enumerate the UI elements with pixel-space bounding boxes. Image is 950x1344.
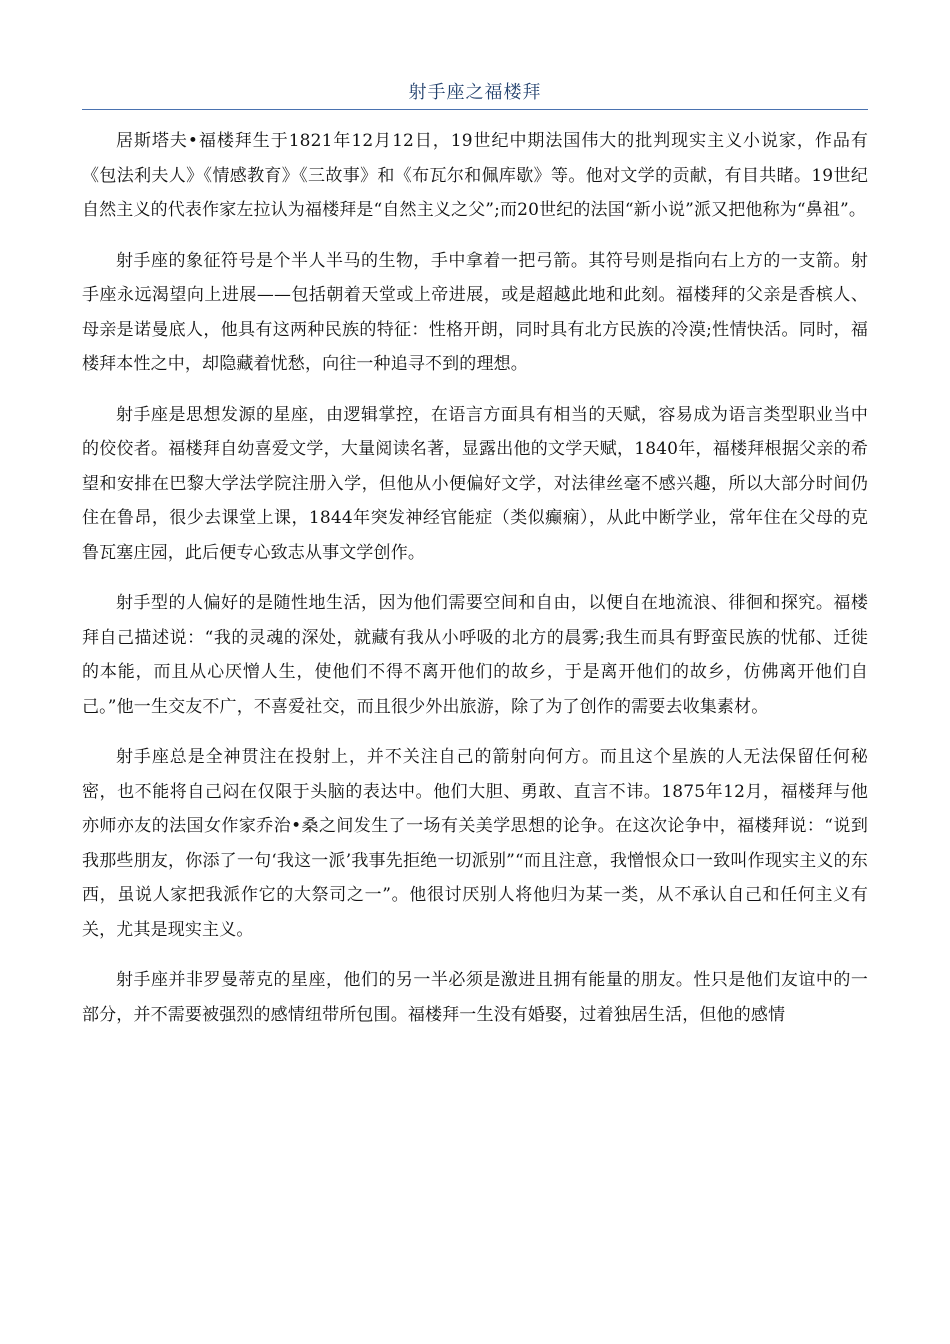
paragraph-6: 射手座并非罗曼蒂克的星座，他们的另一半必须是激进且拥有能量的朋友。性只是他们友谊中的一部分，并不需要被强烈的感情纽带所包围。福楼拜一生没有婚娶，过着独居生活，但他的感情 [82, 970, 868, 1025]
page-title: 射手座之福楼拜 [408, 82, 542, 103]
paragraph-5: 射手座总是全神贯注在投射上，并不关注自己的箭射向何方。而且这个星族的人无法保留任何秘密，也不能将自己闷在仅限于头脑的表达中。他们大胆、勇敢、直言不讳。1875年12月，福楼拜与他亦师亦友的法国女作家乔治•桑之间发生了一场有关美学思想的论争。在这次论争中，福楼拜说：“说到我那些朋友，你添了一句‘我这一派’我事先拒绝一切派别”“而且注意，我憎恨众口一致叫作现实主义的东西，虽说人家把我派作它的大祭司之一”。他很讨厌别人将他归为某一类，从不承认自己和任何主义有关，尤其是现实主义。 [82, 747, 868, 940]
title-divider [82, 109, 868, 110]
article-body [82, 124, 868, 1048]
paragraph-2: 射手座的象征符号是个半人半马的生物，手中拿着一把弓箭。其符号则是指向右上方的一支箭。射手座永远渴望向上进展——包括朝着天堂或上帝进展，或是超越此地和此刻。福楼拜的父亲是香槟人、母亲是诺曼底人，他具有这两种民族的特征：性格开朗，同时具有北方民族的冷漠;性情快活。同时，福楼拜本性之中，却隐藏着忧愁，向往一种追寻不到的理想。 [82, 250, 868, 374]
paragraph-1: 居斯塔夫•福楼拜生于1821年12月12日，19世纪中期法国伟大的批判现实主义小说家，作品有《包法利夫人》《情感教育》《三故事》和《布瓦尔和佩库歇》等。他对文学的贡献，有目共睹。19世纪自然主义的代表作家左拉认为福楼拜是“自然主义之父”;而20世纪的法国“新小说”派又把他称为“鼻祖”。 [82, 131, 868, 220]
paragraph-3: 射手座是思想发源的星座，由逻辑掌控，在语言方面具有相当的天赋，容易成为语言类型职业当中的佼佼者。福楼拜自幼喜爱文学，大量阅读名著，显露出他的文学天赋，1840年，福楼拜根据父亲的希望和安排在巴黎大学法学院注册入学，但他从小便偏好文学，对法律丝毫不感兴趣，所以大部分时间仍住在鲁昂，很少去课堂上课，1844年突发神经官能症（类似癫痫），从此中断学业，常年住在父母的克鲁瓦塞庄园，此后便专心致志从事文学创作。 [82, 404, 868, 563]
paragraph-4: 射手型的人偏好的是随性地生活，因为他们需要空间和自由，以便自在地流浪、徘徊和探究。福楼拜自己描述说：“我的灵魂的深处，就藏有我从小呼吸的北方的晨雾;我生而具有野蛮民族的忧郁、迁徙的本能，而且从心厌憎人生，使他们不得不离开他们的故乡，于是离开他们的故乡，仿佛离开他们自己。”他一生交友不广，不喜爱社交，而且很少外出旅游，除了为了创作的需要去收集素材。 [82, 593, 868, 717]
